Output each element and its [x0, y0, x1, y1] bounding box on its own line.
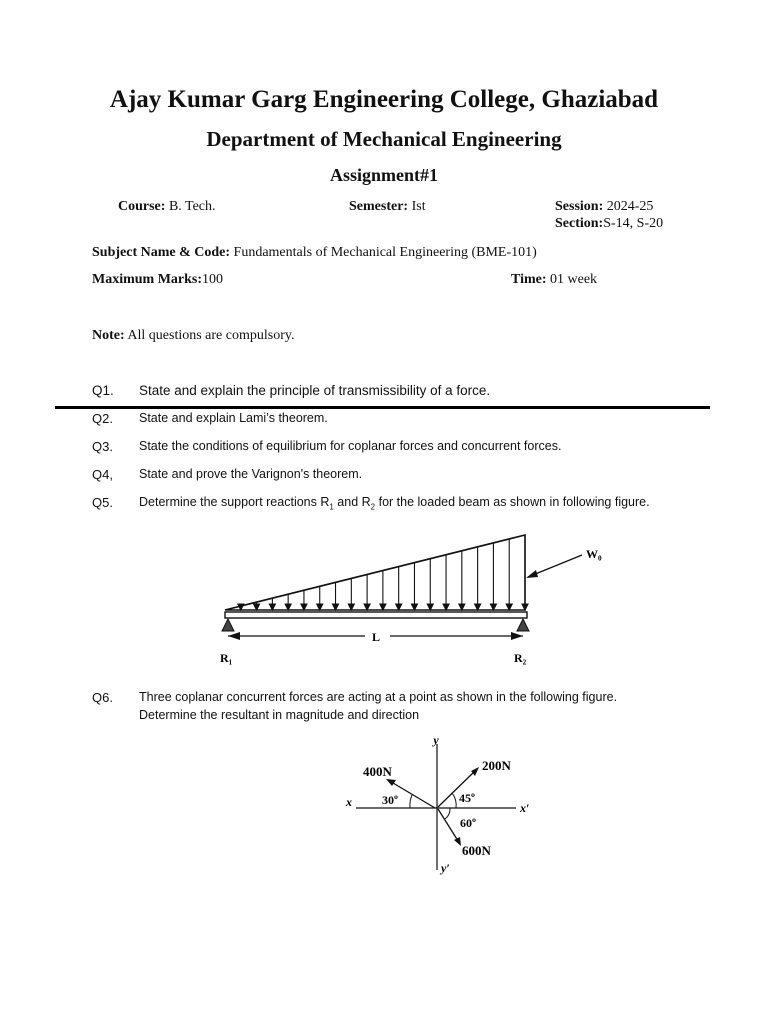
load-arrowhead: [522, 604, 528, 610]
course-label: Course:: [118, 199, 166, 214]
department-name: Department of Mechanical Engineering: [206, 127, 562, 151]
load-leader-arrowhead: [526, 570, 538, 578]
time-info: [511, 272, 597, 288]
y-axis-label: y: [433, 733, 439, 747]
angle-60-label: 60º: [460, 816, 476, 830]
marks-value: 100: [202, 272, 224, 287]
horizontal-rule: [55, 406, 710, 409]
note: [92, 328, 294, 344]
question-text: State the conditions of equilibrium for coplanar forces and concurrent forces.: [139, 439, 562, 453]
force-200n-label: 200N: [482, 758, 511, 773]
force-600n-label: 600N: [462, 843, 491, 858]
semester-value: Ist: [411, 199, 426, 214]
load-arrowhead: [301, 604, 307, 610]
load-arrowhead: [285, 604, 291, 610]
load-arrowhead: [269, 604, 275, 610]
force-400n-label: 400N: [363, 764, 392, 779]
question-number: Q3.: [92, 439, 113, 454]
loaded-beam-figure: [210, 525, 620, 675]
subject-info: [92, 245, 537, 261]
question-text: Determine the support reactions $R_1$ and $R_2$ for the loaded beam as shown in following figure.: [139, 495, 650, 512]
right-support: [517, 619, 529, 631]
load-arrows: [238, 535, 528, 610]
load-arrowhead: [380, 604, 386, 610]
section-value: S-14, S-20: [603, 216, 664, 231]
load-arrowhead: [459, 604, 465, 610]
time-value: 01 week: [550, 272, 598, 287]
force-600n-arrowhead: [454, 837, 461, 846]
load-arrowhead: [317, 604, 323, 610]
session-label: Session:: [555, 199, 604, 214]
y-prime-axis-label: y′: [441, 861, 450, 875]
question-text: State and explain the principle of transmissibility of a force.: [139, 383, 491, 398]
question-number: Q1.: [92, 383, 114, 398]
assignment-title: Assignment#1: [329, 165, 438, 185]
x-prime-axis-label: x′: [520, 801, 530, 815]
load-arrowhead: [475, 604, 481, 610]
beam: [225, 612, 527, 618]
angle-45-label: 45º: [459, 791, 475, 805]
question-number: Q4,: [92, 467, 113, 482]
dimension-arrow-left: [228, 632, 240, 640]
load-arrowhead: [364, 604, 370, 610]
load-arrowhead: [238, 604, 244, 610]
angle-30-label: 30º: [382, 793, 398, 807]
load-arrowhead: [396, 604, 402, 610]
force-200n-arrowhead: [471, 767, 479, 776]
r2-label: R₂: [514, 651, 527, 665]
length-label: L: [371, 630, 381, 644]
session-info: [555, 199, 653, 215]
load-arrowhead: [254, 604, 260, 610]
triangular-load-outline: [225, 535, 525, 610]
course-info: [118, 199, 216, 215]
question-number: Q5.: [92, 495, 113, 510]
marks-label: Maximum Marks:: [92, 272, 203, 287]
note-value: All questions are compulsory.: [127, 328, 295, 343]
question-text-line2: Determine the resultant in magnitude and direction: [139, 708, 420, 722]
note-label: Note:: [92, 328, 125, 343]
marks-info: [92, 272, 223, 288]
load-arrowhead: [427, 604, 433, 610]
load-arrowhead: [490, 604, 496, 610]
question-text: State and explain Lami’s theorem.: [139, 411, 328, 425]
load-arrowhead: [443, 604, 449, 610]
load-label: W₀: [586, 547, 602, 561]
question-text: State and prove the Varignon's theorem.: [139, 467, 363, 481]
time-label: Time:: [511, 272, 547, 287]
section-label: Section:: [555, 216, 604, 231]
angle-arc-30: [410, 795, 412, 808]
semester-label: Semester:: [349, 199, 409, 214]
subject-value: Fundamentals of Mechanical Engineering (BME-101): [233, 245, 537, 260]
left-support: [222, 619, 234, 631]
force-400n-arrowhead: [386, 779, 396, 786]
load-arrowhead: [333, 604, 339, 610]
session-value: 2024-25: [606, 199, 654, 214]
question-number: Q2.: [92, 411, 113, 426]
concurrent-forces-figure: [330, 730, 550, 880]
question-text: Three coplanar concurrent forces are acting at a point as shown in the following figure.: [139, 690, 618, 704]
section-info: [555, 216, 663, 232]
load-arrowhead: [506, 604, 512, 610]
semester-info: [349, 199, 426, 215]
x-axis-label: x: [346, 795, 352, 809]
dimension-arrow-right: [511, 632, 523, 640]
question-number: Q6.: [92, 690, 113, 705]
angle-arc-60: [445, 808, 450, 819]
course-value: B. Tech.: [168, 199, 216, 214]
load-arrowhead: [348, 604, 354, 610]
load-arrowhead: [411, 604, 417, 610]
angle-arc-45: [452, 793, 456, 808]
subject-label: Subject Name & Code:: [92, 245, 231, 260]
r1-label: R₁: [220, 651, 233, 665]
college-name: Ajay Kumar Garg Engineering College, Ghaziabad: [109, 86, 659, 113]
